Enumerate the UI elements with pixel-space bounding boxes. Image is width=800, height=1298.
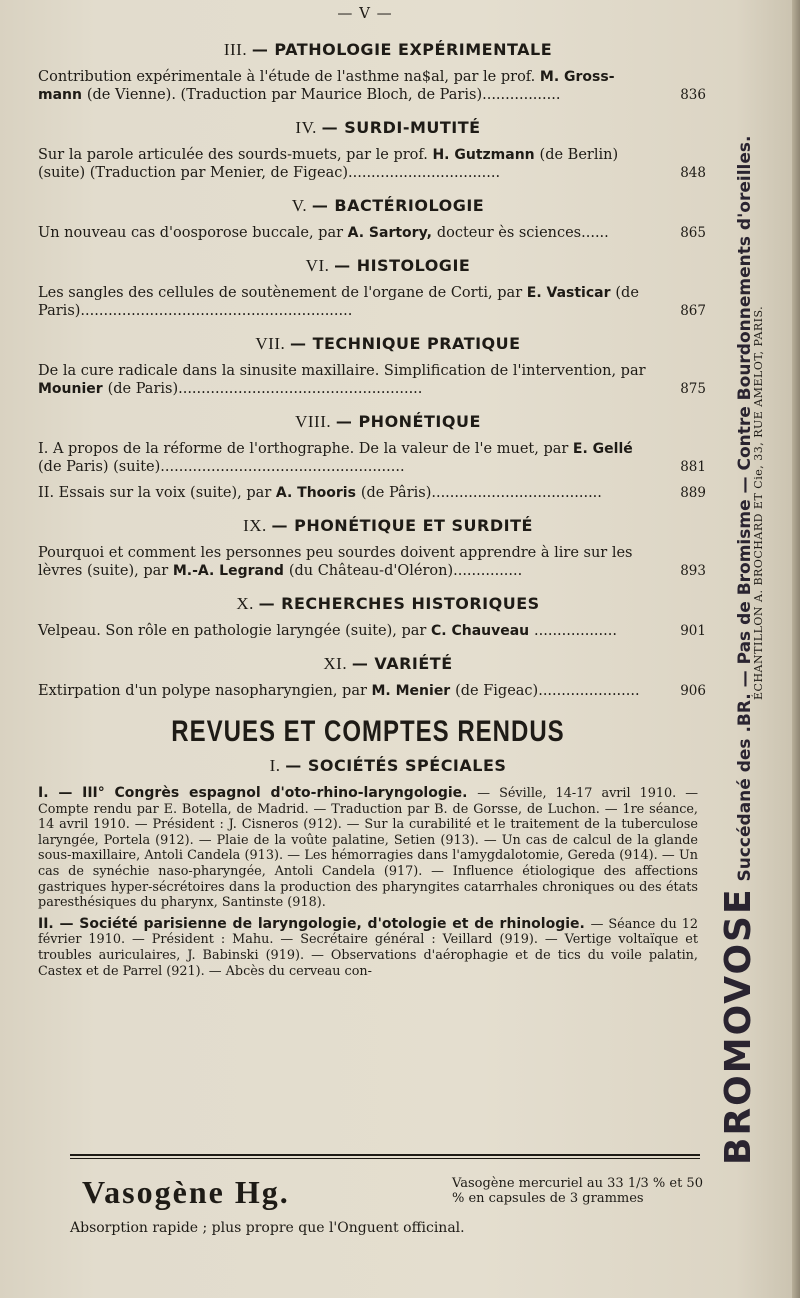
section-number: IV. (295, 118, 322, 137)
entry-author: H. Gutzmann (432, 147, 540, 163)
entry-author: M.-A. Legrand (172, 563, 289, 579)
section-number: VII. (255, 334, 291, 353)
ad-description: Vasogène mercuriel au 33 1/3 % et 50 % en capsules de 3 grammes (452, 1176, 703, 1206)
section-heading: — SURDI-MUTITÉ (321, 118, 481, 137)
divider-rule (70, 1154, 700, 1156)
section-number: XI. (323, 654, 352, 673)
section-heading: — RECHERCHES HISTORIQUES (258, 594, 540, 613)
entry-tail: docteur ès sciences...... (436, 225, 609, 241)
section-title (38, 516, 698, 536)
entry-text: Extirpation d'un polype nasopharyngien, par (38, 683, 372, 699)
toc-entry (38, 284, 706, 320)
entry-tail: (de Pâris)..................................... (360, 485, 602, 501)
section-title (38, 654, 698, 674)
page-number: 881 (680, 459, 706, 475)
ad-brand: Vasogène Hg. (82, 1174, 290, 1210)
section-title (38, 594, 698, 614)
ad-footer: Absorption rapide ; plus propre que l'Onguent officinal. (70, 1220, 465, 1236)
page-number: 836 (680, 87, 706, 103)
entry-tail: (de Berlin) (suite) (Traduction par Menier, de Figeac)................................. (38, 147, 619, 181)
section-number: X. (236, 594, 259, 613)
page-number: 867 (680, 303, 706, 319)
toc-entry (38, 622, 706, 640)
entry-text: II. Essais sur la voix (suite), par (38, 485, 276, 501)
entry-author: A. Sartory, (347, 225, 437, 241)
page-number: 893 (680, 563, 706, 579)
divider-rule-thin (70, 1158, 700, 1159)
revues-title: REVUES ET COMPTES RENDUS (171, 714, 565, 749)
section-heading: — BACTÉRIOLOGIE (311, 196, 485, 215)
entry-author: A. Thooris (275, 485, 361, 501)
section-title (38, 196, 698, 216)
entry-author: M. Gross-mann (38, 69, 615, 103)
section-heading: — TECHNIQUE PRATIQUE (290, 334, 521, 353)
entry-text: Un nouveau cas d'oosporose buccale, par (38, 225, 348, 241)
entry-author: C. Chauveau (430, 623, 535, 639)
section-title (38, 40, 698, 60)
section-number: V. (291, 196, 312, 215)
section-title (38, 412, 698, 432)
toc-entry (38, 544, 706, 580)
entry-tail: (de Paris) (suite)..................................................... (38, 459, 405, 475)
entry-text: Velpeau. Son rôle en pathologie laryngée (suite), par (38, 623, 431, 639)
section-number: VI. (305, 256, 335, 275)
paragraph-lead: I. — III° Congrès espagnol d'oto-rhino-laryngologie. (38, 785, 478, 801)
page-number: 865 (680, 225, 706, 241)
toc-entry (38, 146, 706, 182)
paragraph (38, 917, 698, 979)
section-heading: — HISTOLOGIE (334, 256, 471, 275)
section-heading: — PHONÉTIQUE (335, 412, 481, 431)
entry-text: I. A propos de la réforme de l'orthographe. De la valeur de l'e muet, par (38, 441, 573, 457)
toc-entry (38, 68, 706, 104)
entry-tail: (de Vienne). (Traduction par Maurice Bloch, de Paris)................. (86, 87, 561, 103)
entry-tail: (de Figeac)...................... (455, 683, 640, 699)
entry-text: De la cure radicale dans la sinusite maxillaire. Simplification de l'intervention, par (38, 363, 646, 379)
section-number: IX. (243, 516, 272, 535)
side-banner-address: ÉCHANTILLON A. BROCHARD ET Cie, 33, RUE AMELOT, PARIS. (752, 305, 765, 700)
toc-entry (38, 362, 706, 398)
table-of-contents (38, 40, 706, 979)
entry-author: Mounier (38, 381, 108, 397)
section-title (38, 334, 698, 354)
page-number: 906 (680, 683, 706, 699)
toc-entry (38, 484, 706, 502)
entry-author: E. Vasticar (526, 285, 616, 301)
toc-entry (38, 224, 706, 242)
paragraph (38, 786, 698, 911)
section-heading: — PATHOLOGIE EXPÉRIMENTALE (251, 40, 553, 59)
book-edge (792, 0, 800, 1298)
entry-tail: (de Paris)........................................................... (38, 285, 639, 319)
entry-text: Les sangles des cellules de soutènement de l'organe de Corti, par (38, 285, 527, 301)
page-number: 848 (680, 165, 706, 181)
entry-author: E. Gellé (572, 441, 633, 457)
entry-text: Sur la parole articulée des sourds-muets, par le prof. (38, 147, 433, 163)
section-title (38, 756, 698, 776)
section-heading: — VARIÉTÉ (351, 654, 453, 673)
entry-text: Contribution expérimentale à l'étude de l'asthme na$al, par le prof. (38, 69, 540, 85)
entry-tail: (du Château-d'Oléron)............... (288, 563, 523, 579)
page-number: 875 (680, 381, 706, 397)
section-number: I. (269, 756, 286, 775)
entry-tail: (de Paris)..................................................... (107, 381, 423, 397)
page-number: 901 (680, 623, 706, 639)
section-number: III. (223, 40, 252, 59)
entry-text: Pourquoi et comment les personnes peu sourdes doivent apprendre à lire sur les lèvres (suite), par (38, 545, 633, 579)
toc-entry (38, 682, 706, 700)
entry-tail: .................. (534, 623, 617, 639)
paragraph-body: — Séville, 14-17 avril 1910. — Compte rendu par E. Botella, de Madrid. — Traduction par B. de Gorsse, de Luchon. — 1re séance, 14 avril 1910. — Président : J. Cisneros (912). — Sur la curabilité et le traitement de la tuberculose laryngée, Portela (912). — Plaie de la voûte palatine, Setien (913). — Un cas de calcul de la glande sous-maxillaire, Antoli Candela (913). — Les hémorragies dans l'amygdalotomie, Gereda (914). — Un cas de synéchie naso-pharyngée, Antoli Candela (917). — Influence étiologique des affections gastriques hyper-sécrétoires dans la production des pharyngites catarrhales chroniques ou des états paresthésiques du pharynx, Santinste (918). (38, 786, 699, 911)
paragraph-body: — Séance du 12 février 1910. — Président : Mahu. — Secrétaire général : Veillard (919). — Vertige voltaïque et troubles auriculaires, J. Babinski (919). — Observations d'aérophagie et de tics du voile palatin, Castex et de Parrel (921). — Abcès du cerveau con- (38, 916, 698, 979)
section-title (38, 256, 698, 276)
page-folio: — V — (337, 4, 393, 22)
section-title (38, 118, 698, 138)
toc-entry (38, 440, 706, 476)
section-heading: — SOCIÉTÉS SPÉCIALES (285, 756, 507, 775)
section-heading: — PHONÉTIQUE ET SURDITÉ (271, 516, 533, 535)
page-number: 889 (680, 485, 706, 501)
entry-author: M. Menier (371, 683, 456, 699)
paragraph-lead: II. — Société parisienne de laryngologie, d'otologie et de rhinologie. (38, 915, 591, 932)
side-banner-text: Succédané des .BR. — Pas de Bromisme — Contre Bourdonnements d'oreilles. (735, 135, 755, 882)
section-number: VIII. (295, 412, 336, 431)
side-banner-brand: BROMOVOSE (718, 887, 759, 1165)
